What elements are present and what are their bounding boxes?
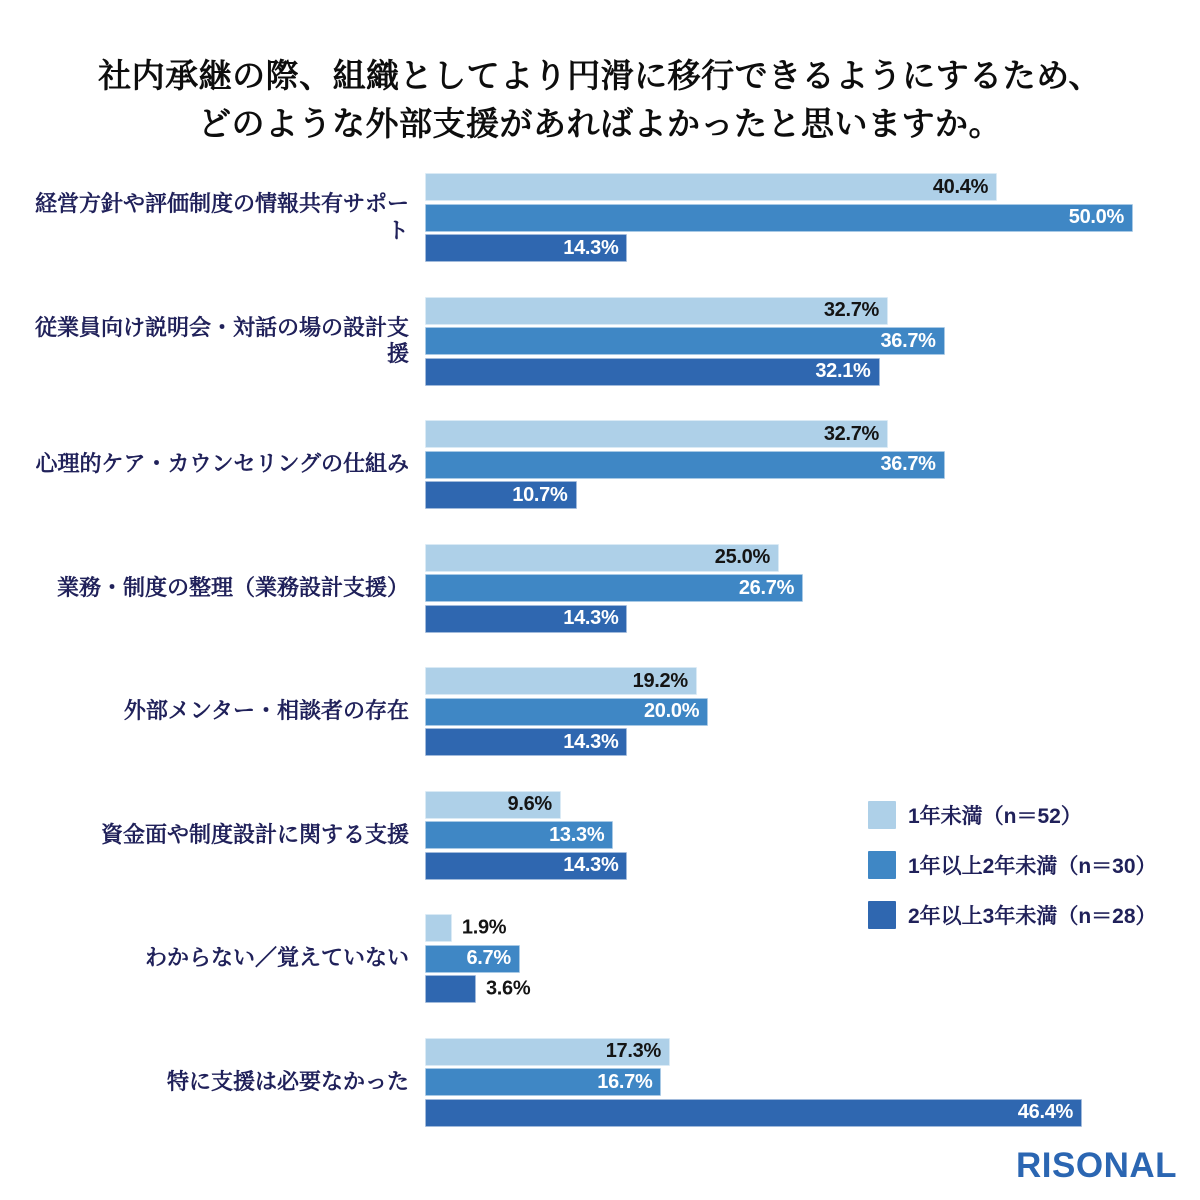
bar-value-label: 46.4% <box>1017 1101 1074 1123</box>
bar <box>425 544 779 572</box>
bar <box>425 914 452 942</box>
bar-row <box>425 1068 1082 1096</box>
bar <box>425 327 945 355</box>
bar <box>425 234 627 262</box>
bar-row <box>425 1099 1082 1127</box>
bar-row <box>425 728 708 756</box>
category-label: 従業員向け説明会・対話の場の設計支援 <box>34 314 409 366</box>
bar <box>425 481 577 509</box>
category-group <box>30 173 1170 262</box>
bar-row <box>425 914 520 942</box>
bar-value-label: 1.9% <box>461 916 507 939</box>
bar <box>425 1099 1082 1127</box>
chart-title <box>0 52 1200 148</box>
brand-logo: RISONAL <box>1016 1146 1177 1185</box>
bar-value-label: 3.6% <box>485 977 531 1000</box>
bar-row <box>425 945 520 973</box>
bar <box>425 821 613 849</box>
category-label: 経営方針や評価制度の情報共有サポート <box>34 191 409 243</box>
bar-value-label: 36.7% <box>880 453 936 475</box>
bar-value-label: 19.2% <box>632 669 688 692</box>
bar-value-label: 26.7% <box>738 576 795 599</box>
bar-stack <box>425 173 1133 262</box>
bar-row <box>425 698 708 726</box>
bar-value-label: 17.3% <box>605 1040 661 1062</box>
category-label: 特に支援は必要なかった <box>166 1068 409 1094</box>
bar-value-label: 16.7% <box>597 1070 653 1093</box>
chart-title-line-2: どのような外部支援があればよかったと思いますか。 <box>198 104 1002 142</box>
category-group <box>30 1038 1170 1127</box>
bar <box>425 1038 670 1066</box>
bar-row <box>425 420 945 448</box>
chart-legend <box>868 801 1157 951</box>
bar <box>425 358 880 386</box>
legend-swatch <box>868 901 896 929</box>
legend-item <box>868 801 1157 829</box>
bar-row <box>425 975 531 1003</box>
legend-swatch <box>868 851 896 879</box>
bar-row <box>425 821 627 849</box>
chart-title-line-1: 社内承継の際、組織としてより円滑に移行できるようにするため、 <box>98 57 1102 94</box>
bar-value-label: 32.1% <box>815 360 871 382</box>
bar-stack <box>425 544 803 633</box>
bar <box>425 420 888 448</box>
bar <box>425 667 697 695</box>
bar-value-label: 40.4% <box>932 175 989 198</box>
legend-item <box>868 901 1157 929</box>
bar-stack <box>425 791 627 880</box>
bar <box>425 297 888 325</box>
horizontal-bar-chart <box>30 173 1170 1161</box>
bar-stack <box>425 914 531 1003</box>
category-label: 外部メンター・相談者の存在 <box>123 698 409 724</box>
bar-row <box>425 327 945 355</box>
bar-value-label: 14.3% <box>563 854 619 876</box>
bar <box>425 1068 661 1096</box>
bar <box>425 451 945 479</box>
bar <box>425 698 708 726</box>
bar-row <box>425 297 945 325</box>
bar-value-label: 32.7% <box>823 422 880 445</box>
category-label: わからない／覚えていない <box>144 945 409 971</box>
bar-row <box>425 173 1133 201</box>
bar-row <box>425 574 803 602</box>
legend-label: 1年以上2年未満（n＝30） <box>908 855 1157 878</box>
bar <box>425 574 803 602</box>
bar-row <box>425 1038 1082 1066</box>
bar-row <box>425 852 627 880</box>
legend-label: 1年未満（n＝52） <box>908 805 1082 828</box>
category-label: 資金面や制度設計に関する支援 <box>100 821 409 847</box>
bar-row <box>425 204 1133 232</box>
bar <box>425 173 997 201</box>
bar <box>425 852 627 880</box>
bar-value-label: 14.3% <box>563 607 619 629</box>
category-group <box>30 544 1170 633</box>
bar-value-label: 32.7% <box>823 299 880 321</box>
bar-value-label: 36.7% <box>880 329 936 352</box>
bar <box>425 728 627 756</box>
bar <box>425 791 561 819</box>
category-label: 心理的ケア・カウンセリングの仕組み <box>35 451 409 477</box>
bar <box>425 204 1133 232</box>
bar-row <box>425 481 945 509</box>
legend-label: 2年以上3年未満（n＝28） <box>908 905 1157 928</box>
legend-swatch <box>868 801 896 829</box>
bar <box>425 975 476 1003</box>
bar-stack <box>425 1038 1082 1127</box>
bar-row <box>425 451 945 479</box>
bar-value-label: 14.3% <box>563 236 619 259</box>
bar-stack <box>425 667 708 756</box>
bar-stack <box>425 297 945 386</box>
category-group <box>30 667 1170 756</box>
bar-value-label: 14.3% <box>563 730 619 753</box>
legend-item <box>868 851 1157 879</box>
category-group <box>30 297 1170 386</box>
bar-row <box>425 667 708 695</box>
bar-value-label: 20.0% <box>643 700 700 722</box>
bar-row <box>425 605 803 633</box>
bar-row <box>425 791 627 819</box>
bar-stack <box>425 420 945 509</box>
bar-value-label: 25.0% <box>714 546 770 568</box>
bar-value-label: 13.3% <box>549 823 605 846</box>
bar-value-label: 6.7% <box>466 947 511 969</box>
bar-row <box>425 544 803 572</box>
bar-value-label: 10.7% <box>512 483 568 506</box>
bar-row <box>425 234 1133 262</box>
bar <box>425 605 627 633</box>
bar-value-label: 50.0% <box>1068 206 1124 228</box>
category-label: 業務・制度の整理（業務設計支援） <box>56 574 409 600</box>
bar <box>425 945 520 973</box>
bar-value-label: 9.6% <box>507 793 552 815</box>
bar-row <box>425 358 945 386</box>
category-group <box>30 420 1170 509</box>
